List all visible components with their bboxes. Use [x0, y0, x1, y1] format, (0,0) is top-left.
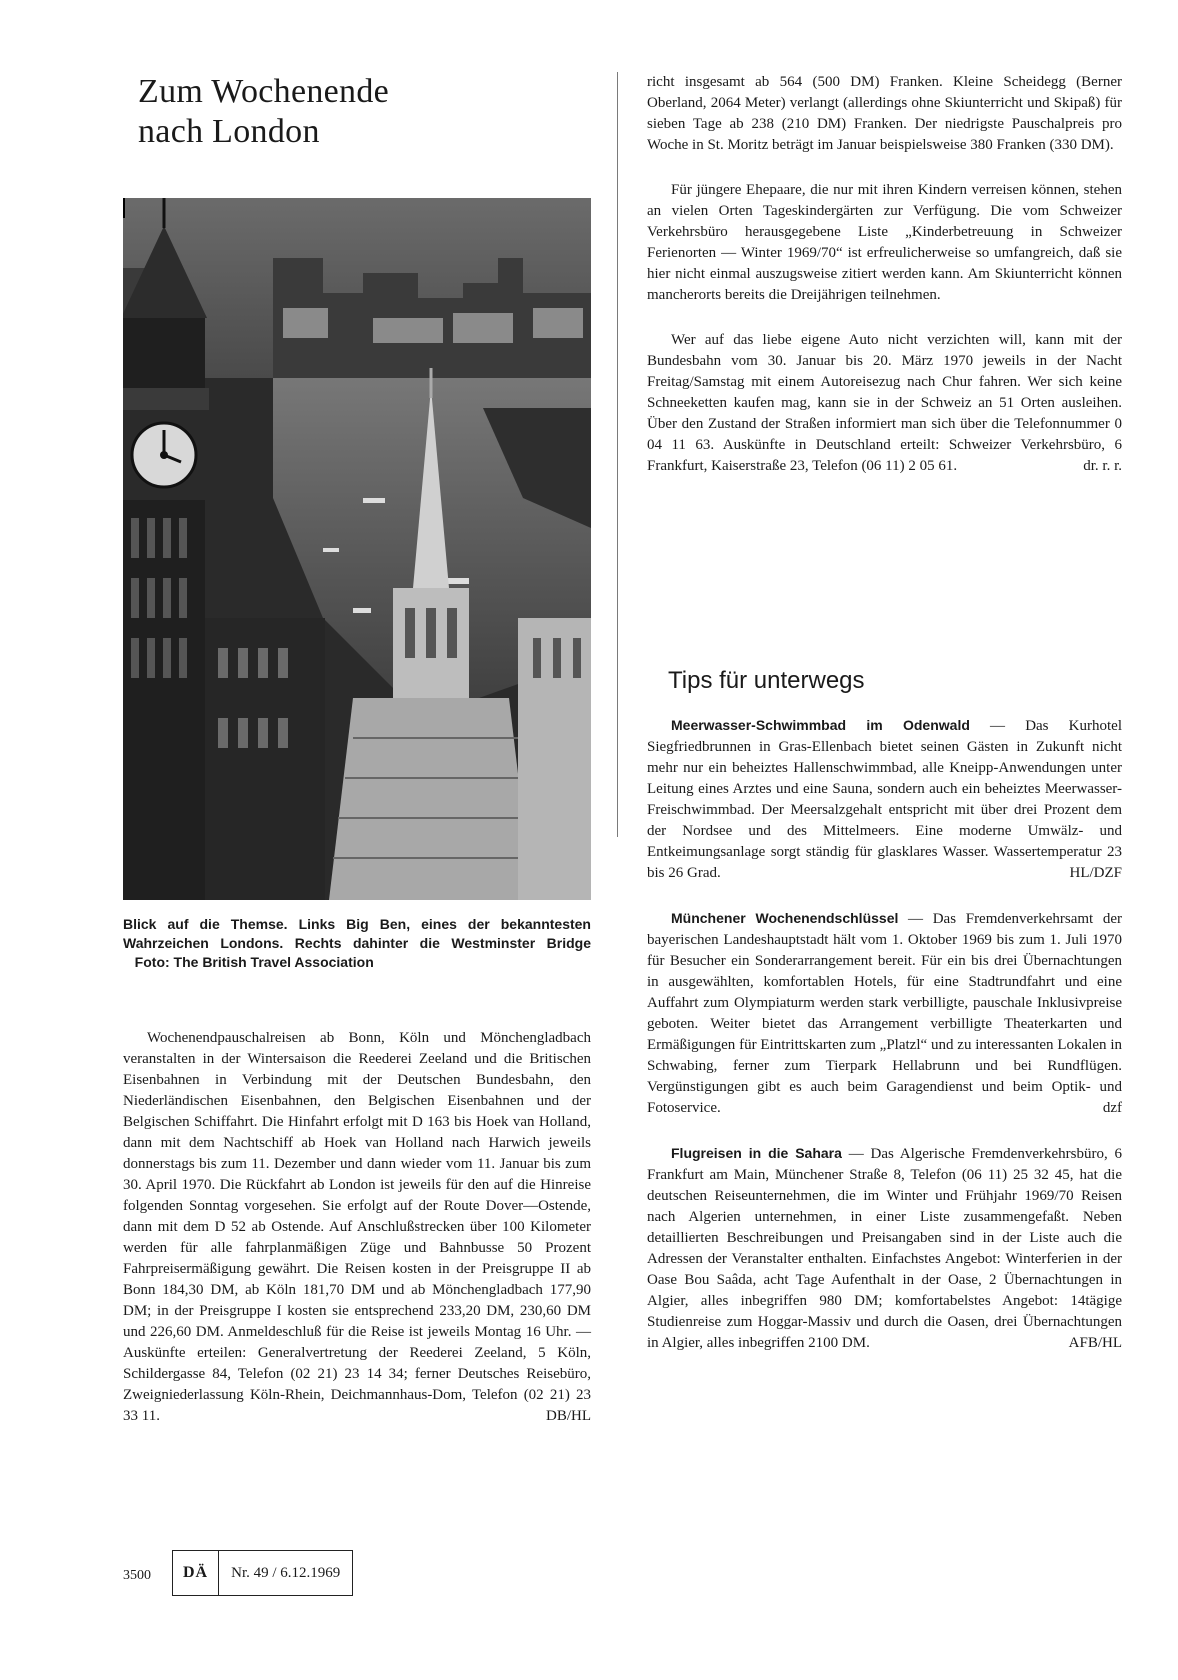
tip-signature: HL/DZF — [1069, 865, 1122, 881]
tip-text: — Das Fremdenverkehrsamt der bayerischen Landeshauptstadt hält vom 1. Oktober 1969 bis zum 1. Juli 1970 für Besucher ein Sonderarrangement bereit. Für ein bis drei Übernachtungen in ausgewählten, komfortablen Hotels, für eine Stadtrundfahrt und eine Auffahrt zum Olympiaturm werden stark verbilligte, pauschale Inklusivpreise geboten. Weiter bietet das Arrangement verbilligte Theaterkarten und Ermäßigungen für Eintrittskarten zum „Platzl“ und zu interessanten Lokalen in Schwabing, ferner zum Tierpark Hellabrunn und bei Rundflügen. Vergünstigungen gibt es auch beim Garagendienst und beim Optik- und Fotoservice. — [647, 911, 1123, 1116]
right-paragraph-3-wrap — [647, 330, 1122, 477]
footer-masthead — [172, 1550, 353, 1596]
left-body-text: Wochenendpauschalreisen ab Bonn, Köln und Mönchengladbach veranstalten in der Wintersaison die Reederei Zeeland und die Britischen Eisenbahnen in Verbindung mit der Deutschen Bundesbahn, den Niederländischen Eisenbahnen, den Belgischen Eisenbahnen und der Belgischen Schiffahrt. Die Hinfahrt erfolgt mit D 163 bis Hoek van Holland, dann mit dem Nachtschiff ab Hoek van Holland nach Harwich jeweils donnerstags bis zum 11. Dezember und dann wieder vom 11. Januar bis zum 30. April 1970. Die Rückfahrt ab London ist jeweils für den auf die Hinreise folgenden Sonntag vorgesehen. Sie erfolgt auf der Route Dover—Ostende, dann mit dem D 52 ab Ostende. Auf Anschlußstrecken über 100 Kilometer werden für alle fahrplanmäßigen Züge und Bahnbusse 50 Prozent Fahrpreisermäßigung gewährt. Die Reisen kosten in der Preisgruppe II ab Bonn 184,30 DM, ab Köln 181,70 DM und ab Mönchengladbach 177,90 DM; in der Preisgruppe I kosten sie entsprechend 233,20 DM, 230,60 DM und 226,60 DM. Anmeldeschluß für die Reise ist jeweils Montag 16 Uhr. — Auskünfte erteilen: Generalvertretung der Reederei Zeeland, 5 Köln, Schildergasse 84, Telefon (02 21) 23 14 34; ferner Deutsches Reisebüro, Zweigniederlassung Köln-Rhein, Deichmannhaus-Dom, Telefon (02 21) 23 33 11. — [123, 1030, 591, 1424]
issue-number: Nr. 49 / 6.12.1969 — [231, 1564, 341, 1581]
tip-item-muenchen — [647, 908, 1122, 1119]
tip-signature: dzf — [1102, 1100, 1122, 1116]
tip-lead: Flugreisen in die Sahara — [671, 1145, 842, 1161]
photo-big-ben-thames — [123, 198, 591, 900]
column-divider — [617, 72, 618, 837]
right-paragraph-3-signature: dr. r. r. — [1083, 458, 1122, 474]
photo-illustration — [123, 198, 591, 900]
page-number: 3500 — [123, 1568, 151, 1583]
photo-caption — [123, 915, 591, 972]
right-paragraph-2: Für jüngere Ehepaare, die nur mit ihren Kindern verreisen können, stehen an vielen Orten Tageskindergärten zur Verfügung. Die vom Schweizer Verkehrsbüro herausgegebene Liste „Kinderbetreuung in Schweizer Ferienorten — Winter 1969/70“ ist erfreulicherweise so umfangreich, daß sie hier nicht einmal auszugsweise zitiert werden kann. Am Skiunterricht können mancherorts bereits die Dreijährigen teilnehmen. — [647, 182, 1122, 303]
caption-credit: Foto: The British Travel Association — [134, 954, 374, 970]
article-title — [138, 72, 578, 152]
tip-text: — Das Kurhotel Siegfriedbrunnen in Gras-Ellenbach bietet seinen Gästen in Zukunft nicht mehr nur ein beheiztes Hallenschwimmbad, alle Kneipp-Anwendungen unter Leitung eines Arztes und eine Sauna, sondern auch ein beheiztes Meerwasser-Freischwimmbad. Der Meersalzgehalt entspricht mit über drei Prozent dem der Nordsee und des Mittelmeers. Eine moderne Umwälz- und Entkeimungsanlage sorgt ständig für glasklares Wasser. Wassertemperatur 23 bis 26 Grad. — [647, 718, 1122, 881]
tip-lead: Meerwasser-Schwimmbad im Odenwald — [671, 717, 970, 733]
caption-text: Blick auf die Themse. Links Big Ben, eines der bekanntesten Wahrzeichen Londons. Rechts dahinter die Westminster Bridge — [123, 916, 591, 951]
right-paragraph-1: richt insgesamt ab 564 (500 DM) Franken. Kleine Scheidegg (Berner Oberland, 2064 Meter) verlangt (allerdings ohne Skiunterricht und Skipaß) für sieben Tage ab 238 (210 DM) Franken. Der niedrigste Pauschalpreis pro Woche in St. Moritz beträgt im Januar beispielsweise 380 Franken (330 DM). — [647, 74, 1122, 153]
journal-logo: DÄ — [173, 1551, 219, 1595]
tip-lead: Münchener Wochenendschlüssel — [671, 910, 899, 926]
tip-text: — Das Algerische Fremdenverkehrsbüro, 6 Frankfurt am Main, Münchener Straße 8, Telefon (06 11) 25 32 45, hat die deutschen Reiseunternehmen, die im Winter und Frühjahr 1969/70 Reisen nach Algerien unternehmen, in einer Liste zusammengefaßt. Neben detaillierten Beschreibungen und Preisangaben sind in der Liste auch die Adressen der Veranstalter enthalten. Einfachstes Angebot: Winterferien in der Oase Bou Saâda, acht Tage Aufenthalt in der Oase, 2 Übernachtungen in Algier, alles inbegriffen 980 DM; komfortabelstes Angebot: 14tägige Studienreise zum Hoggar-Massiv und durch die Oasen, drei Übernachtungen in Algier, alles inbegriffen 2100 DM. — [647, 1146, 1122, 1351]
title-line-2: nach London — [138, 113, 320, 150]
right-paragraph-3: Wer auf das liebe eigene Auto nicht verzichten will, kann mit der Bundesbahn vom 30. Januar bis 20. März 1970 jeweils in der Nacht Freitag/Samstag mit einem Autoreisezug nach Chur fahren. Wer sich keine Schneeketten kaufen mag, kann sie in der Schweiz an 51 Orten ausleihen. Über den Zustand der Straßen informiert man sich über die Telefonnummer 0 04 11 63. Auskünfte in Deutschland erteilt: Schweizer Verkehrsbüro, 6 Frankfurt, Kaiserstraße 23, Telefon (06 11) 2 05 61. — [647, 332, 1122, 474]
tip-item-odenwald — [647, 715, 1122, 884]
right-article-continuation — [647, 72, 1122, 477]
tip-signature: AFB/HL — [1068, 1335, 1122, 1351]
left-article-body — [123, 1028, 591, 1427]
tips-list — [647, 715, 1122, 1354]
tip-item-sahara — [647, 1143, 1122, 1354]
section-title-tips: Tips für unterwegs — [668, 667, 865, 694]
left-body-signature: DB/HL — [546, 1408, 591, 1424]
title-line-1: Zum Wochenende — [138, 73, 390, 110]
